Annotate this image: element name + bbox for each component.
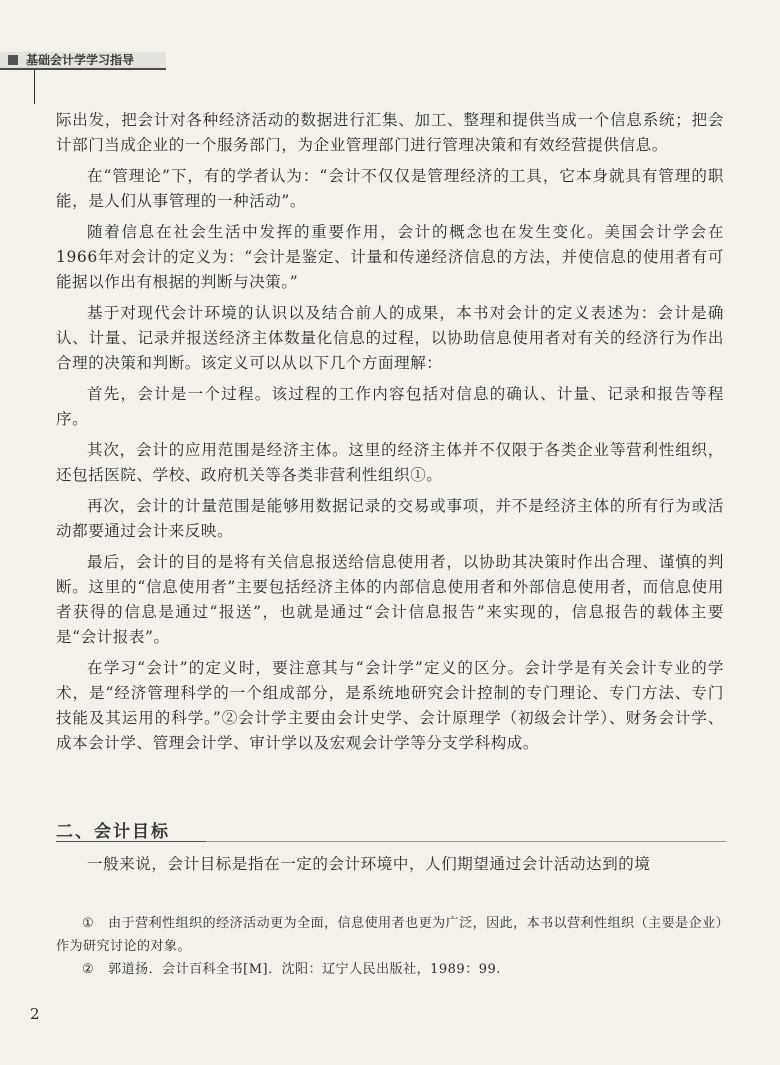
footnote-mark: ①: [82, 916, 95, 931]
header-title: 基础会计学学习指导: [26, 53, 135, 67]
section-body: [56, 852, 724, 883]
paragraph: 再次，会计的计量范围是能够用数据记录的交易或事项，并不是经济主体的所有行为或活动都要通过会计来反映。: [56, 497, 724, 540]
footnote-mark: ②: [82, 962, 95, 977]
section-heading: 二、会计目标: [56, 817, 206, 842]
paragraph: 在学习“会计”的定义时，要注意其与“会计学”定义的区分。会计学是有关会计专业的学术，是“经济管理科学的一个组成部分，是系统地研究会计控制的专门理论、专门方法、专门技能及其运用的科学。”②会计学主要由会计史学、会计原理学（初级会计学）、财务会计学、成本会计学、管理会计学、审计学以及宏观会计学等分支学科构成。: [56, 659, 724, 752]
paragraph: 其次，会计的应用范围是经济主体。这里的经济主体并不仅限于各类企业等营利性组织，还包括医院、学校、政府机关等各类非营利性组织①。: [56, 441, 724, 484]
footnote-text: 郭道扬．会计百科全书[M]．沈阳：辽宁人民出版社，1989：99.: [108, 962, 501, 977]
paragraph: 首先，会计是一个过程。该过程的工作内容包括对信息的确认、计量、记录和报告等程序。: [56, 385, 724, 428]
paragraph: 际出发，把会计对各种经济活动的数据进行汇集、加工、整理和提供当成一个信息系统；把会计部门当成企业的一个服务部门，为企业管理部门进行管理决策和有效经营提供信息。: [56, 111, 724, 154]
header-square-icon: [8, 55, 18, 65]
footnote-text: 由于营利性组织的经济活动更为全面，信息使用者也更为广泛，因此，本书以营利性组织（主要是企业）作为研究讨论的对象。: [56, 916, 723, 954]
margin-rule: [34, 70, 35, 104]
section-divider: [206, 841, 726, 842]
body-text: [56, 108, 724, 762]
paragraph: 基于对现代会计环境的认识以及结合前人的成果，本书对会计的定义表述为：会计是确认、计量、记录并报送经济主体数量化信息的过程，以协助信息使用者对有关的经济行为作出合理的决策和判断。该定义可以从以下几个方面理解：: [56, 304, 724, 372]
paragraph: 随着信息在社会生活中发挥的重要作用，会计的概念也在发生变化。美国会计学会在1966年对会计的定义为：“会计是鉴定、计量和传递经济信息的方法，并使信息的使用者有可能据以作出有根据的判断与决策。”: [56, 223, 724, 291]
page-number: 2: [30, 1005, 40, 1023]
running-header: [0, 52, 166, 70]
footnote: [56, 958, 724, 981]
footnote: [56, 912, 724, 958]
paragraph: 在“管理论”下，有的学者认为：“会计不仅仅是管理经济的工具，它本身就具有管理的职能，是人们从事管理的一种活动”。: [56, 167, 724, 210]
paragraph: 一般来说，会计目标是指在一定的会计环境中，人们期望通过会计活动达到的境: [87, 855, 651, 873]
paragraph: 最后，会计的目的是将有关信息报送给信息使用者，以协助其决策时作出合理、谨慎的判断。这里的“信息使用者”主要包括经济主体的内部信息使用者和外部信息使用者，而信息使用者获得的信息是通过“报送”，也就是通过“会计信息报告”来实现的，信息报告的载体主要是“会计报表”。: [56, 553, 724, 646]
footnotes: [56, 912, 724, 981]
